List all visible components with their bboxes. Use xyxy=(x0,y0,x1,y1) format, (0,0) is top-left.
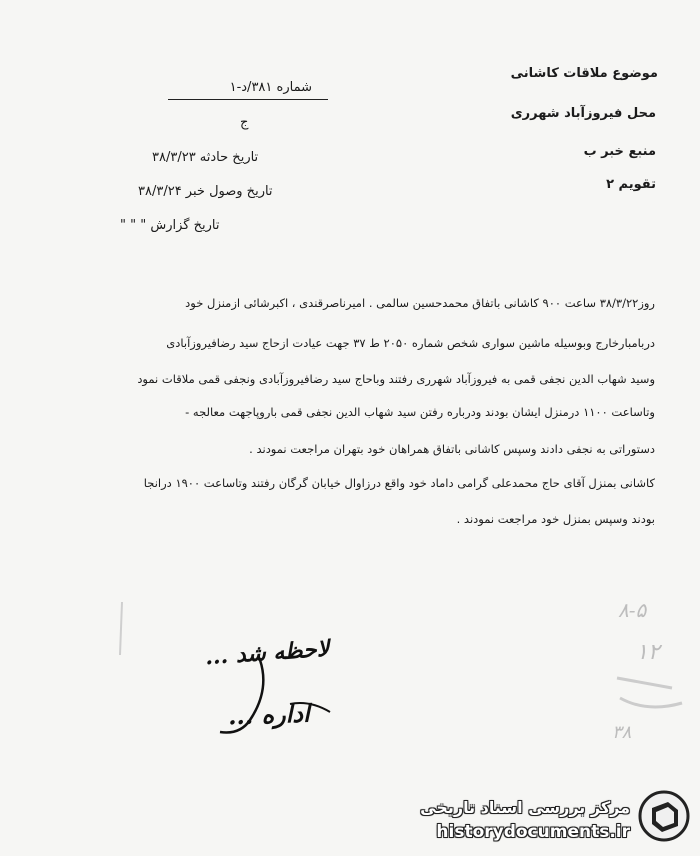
signature-stroke xyxy=(200,660,350,740)
body-line: دربامبارخارج وبوسیله ماشین سواری شخص شماره ۲۰۵۰ ط ۳۷ جهت عیادت ازحاج سید رضافیروزآبادی xyxy=(166,336,655,350)
faint-margin-number: ۱۲ xyxy=(636,640,660,665)
body-line: کاشانی بمنزل آقای حاج محمدعلی گرامی داماد خود واقع درزاوال خیابان گرگان رفتند وتاساعت ۱۹۰۰ درانجا xyxy=(143,476,655,490)
classification-code: ج xyxy=(240,115,249,130)
location-line: محل فیروزآباد شهرری xyxy=(510,106,656,121)
handwritten-office-note: اداره ... xyxy=(227,698,311,731)
watermark-title: مرکز بررسی اسناد تاریخی xyxy=(420,798,630,817)
rating-line: تقویم ۲ xyxy=(606,177,656,192)
body-line: وسید شهاب الدین نجفی قمی به فیروزآباد شهرری رفتند وباحاج سید رضافیروزآبادی ونجفی قمی ملاقات نمود xyxy=(137,372,655,386)
receipt-date: تاریخ وصول خبر ۳۸/۳/۲۴ xyxy=(138,184,273,199)
faint-vertical-mark xyxy=(112,600,132,660)
faint-margin-number: ۳۸ xyxy=(612,722,632,743)
incident-date: تاریخ حادثه ۳۸/۳/۲۳ xyxy=(152,150,259,165)
report-date: تاریخ گزارش " " " xyxy=(120,218,220,233)
body-line: بودند وسپس بمنزل خود مراجعت نمودند . xyxy=(456,512,655,526)
body-line: روز۳۸/۳/۲۲ ساعت ۹۰۰ کاشانی باتفاق محمدحسین سالمی . امیرناصرقندی ، اکبرشائی ازمنزل خود xyxy=(185,296,655,310)
handwritten-note: لاحظه شد ... xyxy=(204,635,331,671)
faint-margin-number: ۸-۵ xyxy=(618,598,647,622)
source-line: منبع خبر ب xyxy=(583,144,656,159)
watermark-url: historydocuments.ir xyxy=(436,822,630,842)
archive-logo-icon xyxy=(638,790,690,842)
faint-scribble xyxy=(612,668,692,728)
body-line: وتاساعت ۱۱۰۰ درمنزل ایشان بودند ودرباره رفتن سید شهاب الدین نجفی قمی باروپاجهت معالجه - xyxy=(185,405,655,419)
number-underline xyxy=(168,99,328,100)
document-number: شماره ۳۸۱/د-۱ xyxy=(229,80,312,95)
subject-line: موضوع ملاقات کاشانی xyxy=(510,66,658,81)
body-line: دستوراتی به نجفی دادند وسپس کاشانی باتفاق همراهان خود بتهران مراجعت نمودند . xyxy=(249,442,655,456)
